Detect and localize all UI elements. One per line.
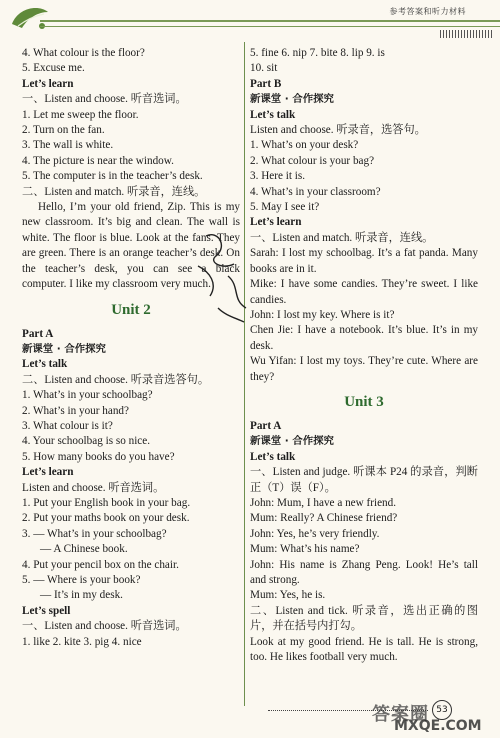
text-line: 2. What’s in your hand? [22,404,129,417]
column-divider [244,42,245,706]
text-line: John: Yes, he’s very friendly. [250,527,380,540]
text-line: 5. The computer is in the teacher’s desk. [22,170,203,183]
text-paragraph: Sarah: I lost my schoolbag. It’s a fat panda. Many books are in it. [250,247,478,275]
text-line: 3. Here it is. [250,170,305,183]
text-line: 5. — Where is your book? [22,574,141,586]
text-line: — It’s in my desk. [40,589,123,602]
text-line: 一、Listen and choose. 听音选词。 [22,620,187,633]
text-line: 10. sit [250,62,278,75]
left-column [22,46,240,650]
text-line: John: I lost my key. Where is it? [250,308,395,321]
text-line: Mum: What’s his name? [250,543,360,556]
text-line: 一、Listen and match. 听录音，连线。 [250,231,434,244]
header-rule [40,20,500,22]
text-line: 二、Listen and match. 听录音，连线。 [22,185,206,198]
text-line: 5. fine 6. nip 7. bite 8. lip 9. is [250,47,385,59]
right-column [250,46,478,665]
leaf-logo-icon [8,2,52,36]
section-heading: 新课堂 · 合作探究 [22,342,106,355]
text-paragraph: Hello, I’m your old friend, Zip. This is my new classroom. It’s big and clean. The wall is white. The floor is blue. Look at the fans. They are green. There is an orange teacher’s desk. On the teacher’s desk, you can see a black computer. I like my classroom very much. [22,201,240,291]
section-heading: Let’s learn [22,77,74,90]
text-line: Listen and choose. 听音选词。 [22,481,165,494]
section-heading: Let’s talk [22,358,68,371]
text-paragraph: Chen Jie: I have a notebook. It’s blue. It’s in my desk. [250,324,478,352]
text-line: 1. like 2. kite 3. pig 4. nice [22,635,142,648]
text-line: 3. The wall is white. [22,139,114,152]
section-heading: Part A [22,327,54,340]
text-line: 1. Let me sweep the floor. [22,108,139,121]
text-paragraph: Wu Yifan: I lost my toys. They’re cute. Where are they? [250,355,478,383]
text-line: 4. What’s in your classroom? [250,185,381,198]
header-tick-marks [440,30,492,38]
text-paragraph: Look at my good friend. He is tall. He is strong, too. He likes football very much. [250,635,478,664]
text-line: 4. What colour is the floor? [22,47,145,59]
unit-heading: Unit 3 [344,393,384,410]
text-paragraph: 二、Listen and tick. 听录音，选出正确的图片，并在括号内打勾。 [250,604,478,633]
section-heading: Part A [250,419,282,432]
text-line: 1. Put your English book in your bag. [22,496,191,509]
text-line: — A Chinese book. [40,543,128,556]
text-line: 3. — What’s in your schoolbag? [22,527,167,540]
text-line: 2. Turn on the fan. [22,124,105,137]
text-line: 4. The picture is near the window. [22,154,174,167]
section-heading: Part B [250,77,282,90]
text-line: 一、Listen and choose. 听音选词。 [22,93,187,106]
section-heading: Let’s talk [250,108,296,121]
section-heading: Let’s talk [250,450,296,463]
header-title: 参考答案和听力材料 [389,7,466,16]
text-line: 5. Excuse me. [22,62,85,75]
text-line: 二、Listen and choose. 听录音选答句。 [22,373,210,386]
text-line: Listen and choose. 听录音，选答句。 [250,124,426,137]
text-line: 3. What colour is it? [22,419,113,432]
watermark-url: MXQE.COM [394,718,482,734]
text-line: 5. How many books do you have? [22,450,175,463]
text-paragraph: John: His name is Zhang Peng. Look! He’s tall and strong. [250,558,478,586]
page-header [0,0,500,42]
section-heading: 新课堂 · 合作探究 [250,93,334,106]
section-heading: Let’s learn [22,466,74,479]
section-heading: Let’s spell [22,604,71,617]
section-heading: Let’s learn [250,216,302,229]
text-line: 1. What’s in your schoolbag? [22,389,153,402]
text-line: 4. Put your pencil box on the chair. [22,558,179,571]
watermark-text: 答案圈 [372,704,429,725]
text-line: 2. What colour is your bag? [250,154,375,167]
section-heading: 新课堂 · 合作探究 [250,435,334,448]
text-paragraph: 一、Listen and judge. 听课本 P24 的录音，判断正（T）误（F）。 [250,466,478,494]
text-line: Mum: Really? A Chinese friend? [250,512,398,525]
page-number: 53 [432,700,452,720]
text-line: 4. Your schoolbag is so nice. [22,435,151,448]
text-line: John: Mum, I have a new friend. [250,496,397,509]
header-rule-thin [40,26,500,27]
text-paragraph: Mike: I have some candies. They’re sweet. I like candies. [250,278,478,306]
text-line: 2. Put your maths book on your desk. [22,512,190,525]
text-line: 1. What’s on your desk? [250,139,359,152]
text-line: Mum: Yes, he is. [250,589,326,602]
text-line: 5. May I see it? [250,201,320,214]
unit-heading: Unit 2 [111,301,151,318]
